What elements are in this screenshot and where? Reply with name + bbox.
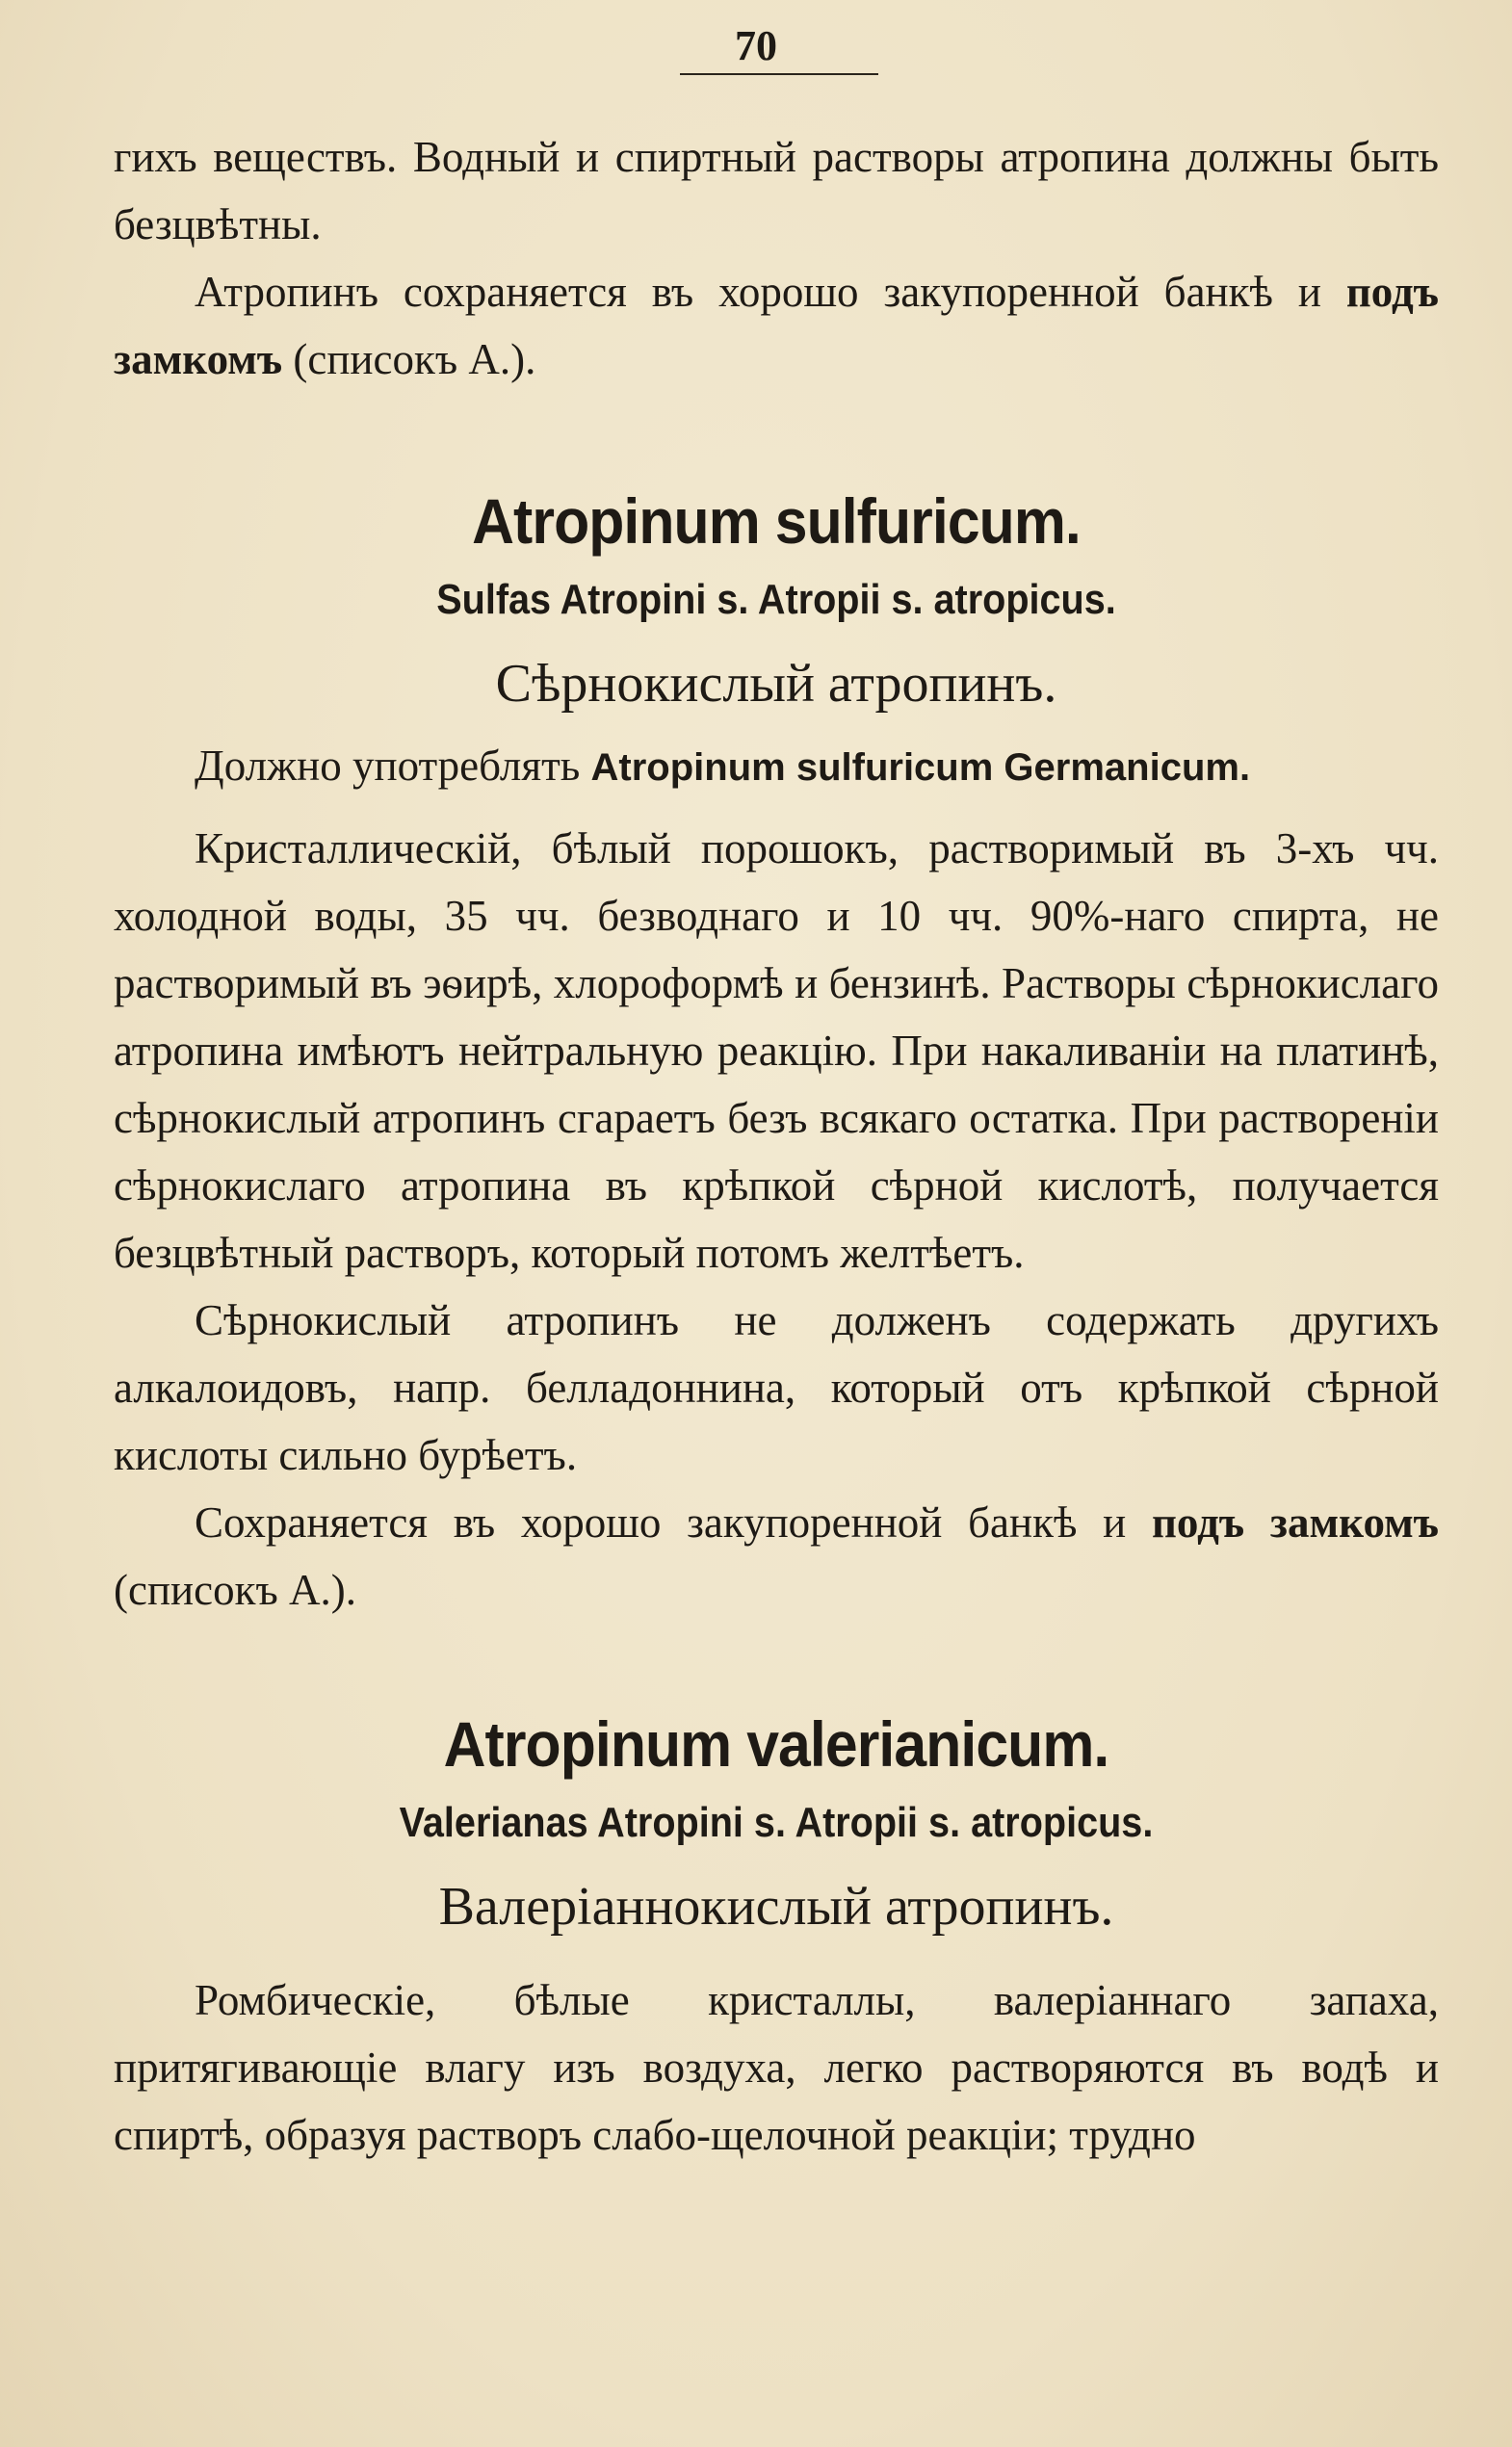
section1-usage xyxy=(114,732,1439,801)
page-content xyxy=(114,123,1439,2169)
section2-russian-name: Валеріаннокислый атропинъ. xyxy=(438,1877,1114,1937)
intro-paragraph-2 xyxy=(114,258,1439,393)
page-number: 70 xyxy=(735,22,777,69)
section2-paragraph-1: Ромбическіе, бѣлые кристаллы, валеріаннаго запаха, притягивающіе влагу изъ воздуха, легко растворяются въ водѣ и спиртѣ, образуя растворъ слабо-щелочной реакціи; трудно xyxy=(114,1976,1439,2159)
intro-p2-end: (списокъ А.). xyxy=(282,335,536,383)
section2-title: Atropinum valerianicum. xyxy=(443,1708,1109,1780)
section2-synonym: Valerianas Atropini s. Atropii s. atropicus. xyxy=(399,1799,1154,1846)
section1-paragraph-1: Кристаллическій, бѣлый порошокъ, растворимый въ 3-хъ чч. холодной воды, 35 чч. безводнаго и 10 чч. 90%-наго спирта, не растворимый въ эѳирѣ, хлороформѣ и бензинѣ. Растворы сѣрнокислаго атропина имѣютъ нейтральную реакцію. При накаливаніи на платинѣ, сѣрнокислый атропинъ сгараетъ безъ всякаго остатка. При раствореніи сѣрнокислаго атропина въ крѣпкой сѣрной кислотѣ, получается безцвѣтный растворъ, который потомъ желтѣетъ. xyxy=(114,824,1439,1277)
section1-russian-name: Сѣрнокислый атропинъ. xyxy=(495,654,1057,714)
intro-p2-bold: подъ замкомъ xyxy=(114,268,1439,383)
section1-p3-text: Сохраняется въ хорошо закупоренной банкѣ и xyxy=(195,1498,1152,1547)
intro-p2-text: Атропинъ сохраняется въ хорошо закупоренной банкѣ и xyxy=(195,268,1346,316)
section1-synonym: Sulfas Atropini s. Atropii s. atropicus. xyxy=(436,576,1116,623)
section1-p3-bold: подъ замкомъ xyxy=(1152,1498,1439,1547)
section1-paragraph-3 xyxy=(114,1489,1439,1624)
section1-title: Atropinum sulfuricum. xyxy=(472,485,1081,557)
section1-usage-text: Должно употреблять xyxy=(195,742,591,790)
section1-p3-end: (списокъ А.). xyxy=(114,1566,356,1614)
section-spacer xyxy=(114,1624,1439,1701)
intro-paragraph-1: гихъ веществъ. Водный и спиртный растворы атропина должны быть безцвѣтны. xyxy=(114,133,1439,248)
section1-usage-latin: Atropinum sulfuricum Germanicum. xyxy=(590,746,1251,789)
paragraph-spacer xyxy=(114,801,1439,815)
paragraph-spacer xyxy=(114,1955,1439,1966)
header-rule xyxy=(680,73,878,75)
section1-paragraph-2: Сѣрнокислый атропинъ не долженъ содержать другихъ алкалоидовъ, напр. белладоннина, который отъ крѣпкой сѣрной кислоты сильно бурѣетъ. xyxy=(114,1296,1439,1479)
section-spacer xyxy=(114,393,1439,478)
